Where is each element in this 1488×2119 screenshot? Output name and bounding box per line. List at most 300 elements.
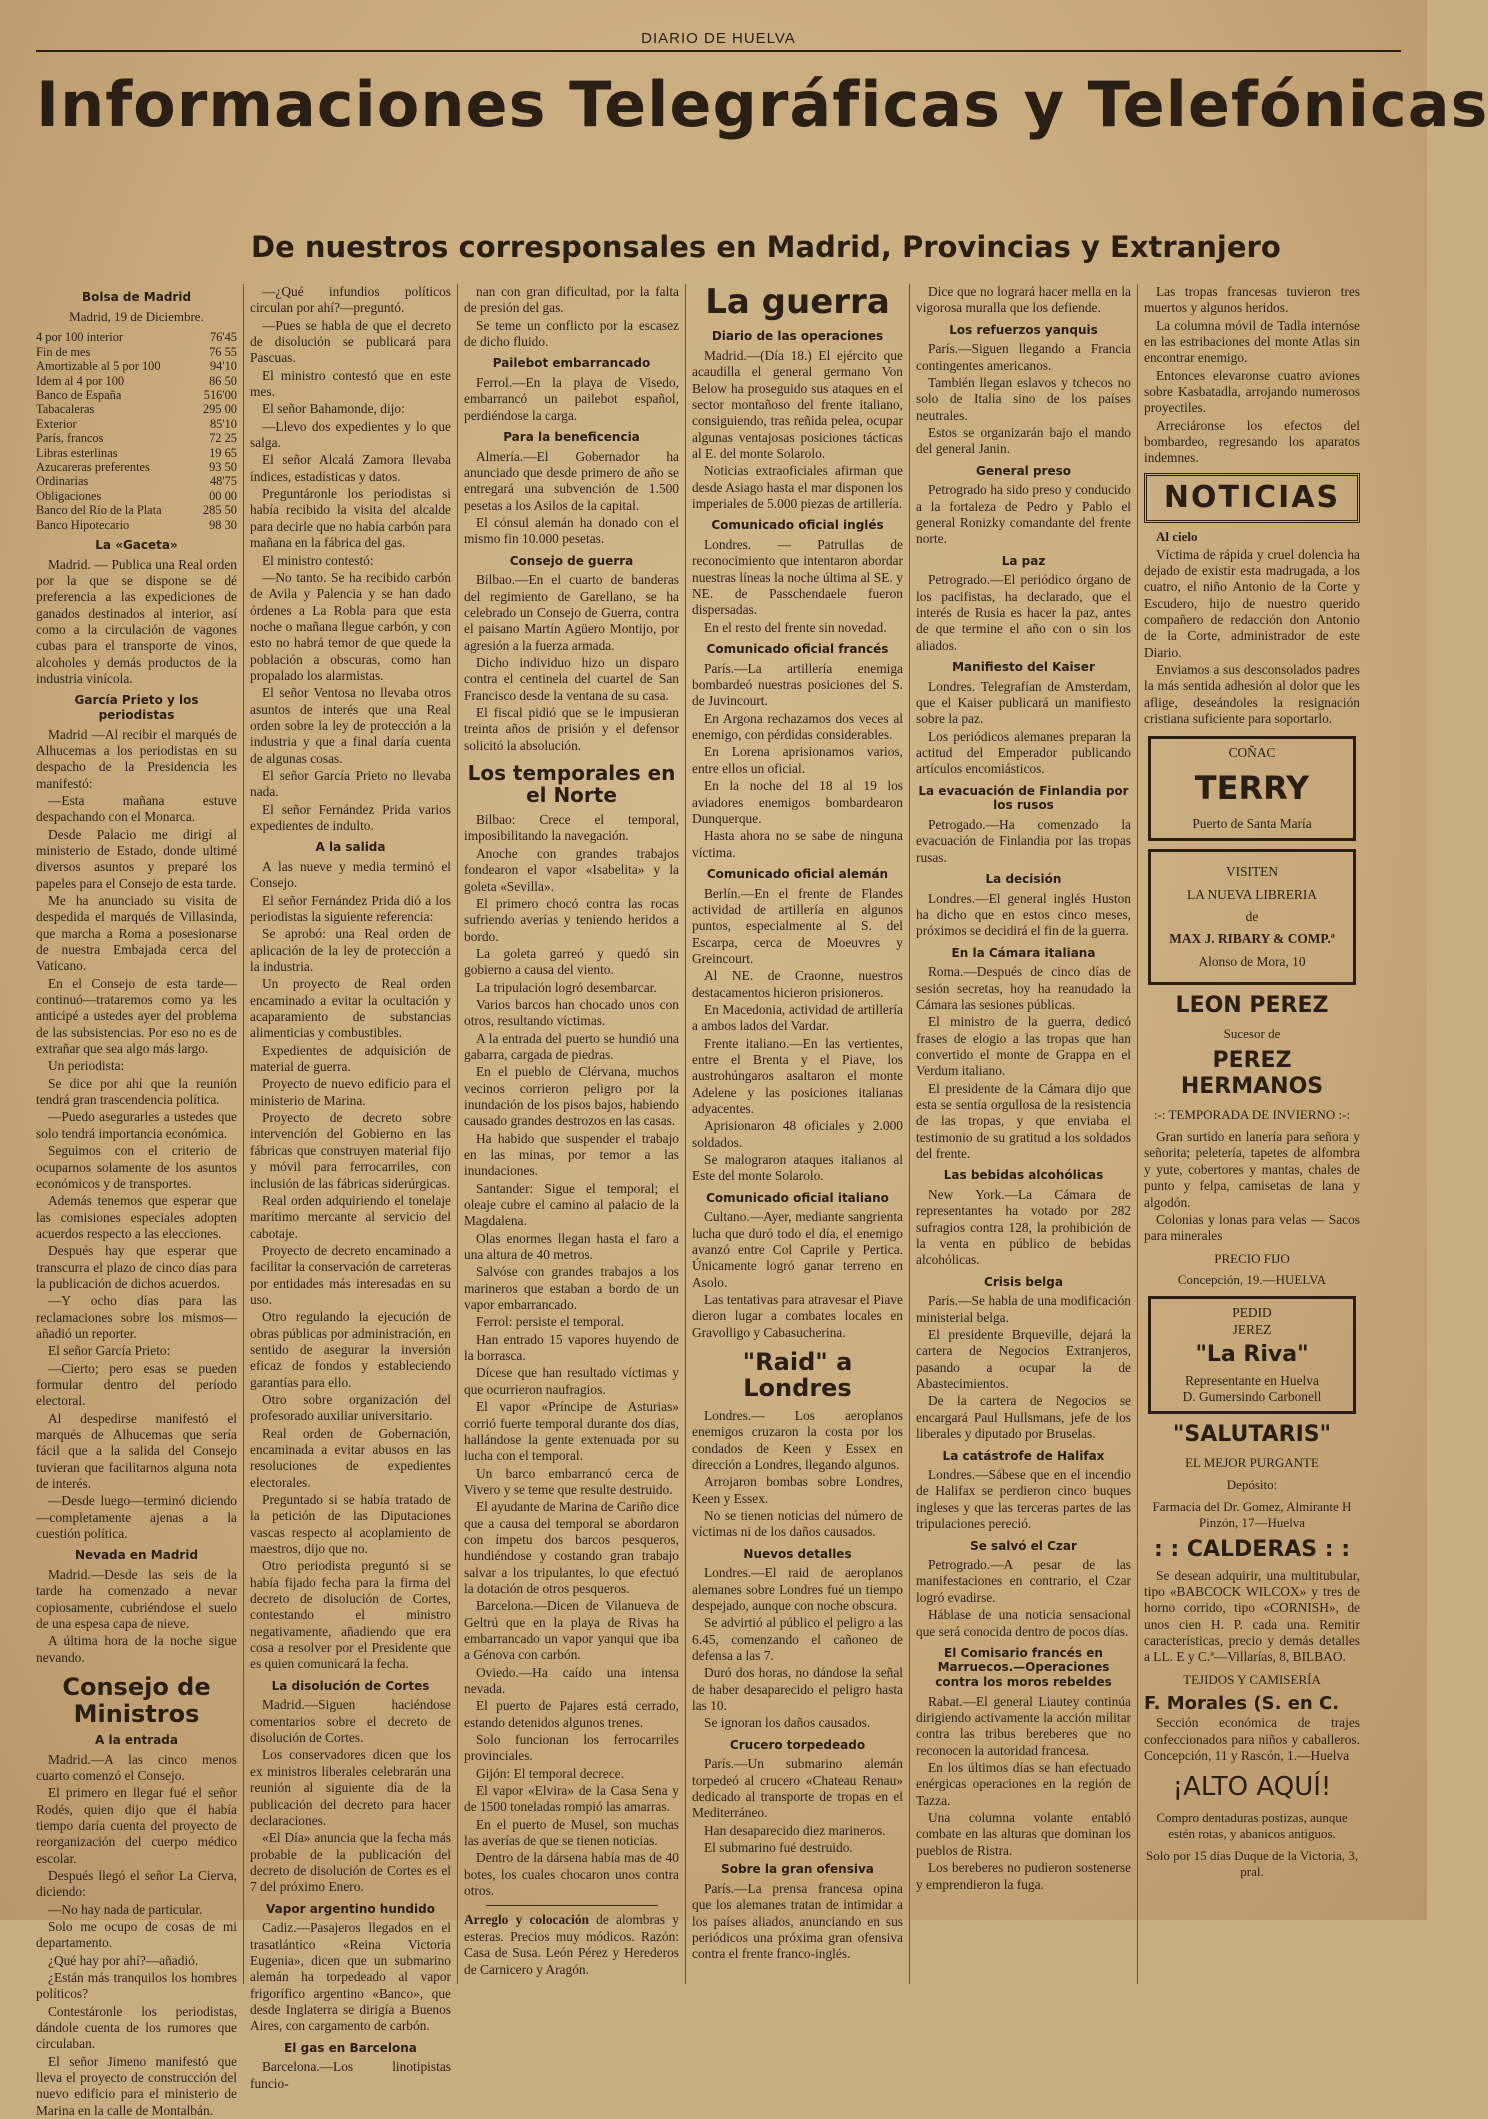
paragraph: El submarino fué destruido. — [704, 1840, 853, 1856]
refuerzos-title: Los refuerzos yanquis — [949, 322, 1098, 337]
paragraph: París.—La artillería enemiga bombardeó nuestras posiciones del S. de Juvincourt. — [692, 660, 903, 709]
pailebot-title: Pailebot embarrancado — [492, 356, 651, 371]
gas-title: El gas en Barcelona — [284, 2040, 417, 2055]
ofensiva-text: París.—La prensa francesa opina que los alemanes tratan de intimidar a los países aliados, anunciando en sus periódicos una próxima gran ofensiva contra el frente franco-inglés. — [692, 1880, 903, 1962]
ad-libreria-line3: de — [1245, 908, 1259, 924]
bolsa-title: Bolsa de Madrid — [81, 290, 192, 304]
paragraph: El ayudante de Marina de Cariño dice que a causa del temporal se abordaron con ímpetu dos barcos pesqueros, hundiéndose y costando gran trabajo salvar a los tripulantes, lo que efectuó la dotación de otros pesqueros. — [464, 1499, 680, 1596]
paragraph: Seguimos con el criterio de ocuparnos solamente de los asuntos económicos y de transportes. — [36, 1143, 237, 1191]
paragraph: Se aprobó: una Real orden de aplicación de la ley de protección a la industria. — [250, 926, 451, 975]
paragraph: El vapor «Príncipe de Asturias» corrió fuerte temporal durante dos días, hallándose la gente extenuada por su lucha con el temporal. — [464, 1399, 679, 1464]
ad-libreria-line4: MAX J. RIBARY & COMP.ª — [1169, 931, 1335, 947]
paragraph: Dentro de la dársena había mas de 40 botes, los cuales chocaron unos contra otros. — [464, 1850, 679, 1899]
paz-title: La paz — [1001, 553, 1046, 568]
paragraph: Bilbao.—En el cuarto de banderas del regimiento de Garellano, se ha celebrado un Consejo de Guerra, contra el paisano Martín Agüero Montijo, por agresión a la fuerza armada. — [464, 572, 679, 653]
paragraph: Cultano.—Ayer, mediante sangrienta lucha que duró todo el día, el enemigo avanzó entre Col Caprile y Pertica. Únicamente logró ganar terreno en Asolo. — [692, 1209, 903, 1290]
paragraph: La goleta garreó y quedó sin gobierno a causa del viento. — [464, 945, 679, 978]
ad-perez — [1144, 993, 1360, 1288]
temporales-title: Los temporales en el Norte — [467, 761, 676, 808]
paragraph: Estos se organizarán bajo el mando del general Janin. — [916, 425, 1131, 457]
paragraph: El señor Ventosa no llevaba otros asuntos de interés que una Real orden sobre la ley de protección a la industria y que a final daría cuenta de algunas cosas. — [250, 685, 451, 766]
cielo-article — [1144, 547, 1360, 728]
vapor-text: Cadiz.—Pasajeros llegados en el trasatlántico «Reina Victoria Eugenia», dicen que un submarino alemán ha torpedeado al vapor frigorífico argentino «Banco», que desde Inglaterra se dirigía a Buenos Aires, con cargamento de carbón. — [250, 1920, 451, 2034]
column-5 — [916, 284, 1138, 1984]
consejo-guerra-title: Consejo de guerra — [509, 553, 634, 568]
bolsa-row — [36, 518, 237, 532]
ad-riva-rep: Representante en Huelva — [1185, 1372, 1319, 1388]
paragraph: Londres. — Patrullas de reconocimiento que intentaron abordar nuestras líneas la noche última al SE. y NE. de Passchendaele fueron dispersadas. — [692, 537, 903, 618]
comisario-title: El Comisario francés en Marruecos.—Operaciones contra los moros rebeldes — [935, 1645, 1112, 1690]
pailebot-text: Ferrol.—En la playa de Visedo, embarrancó un pailebot español, perdiéndose la carga. — [464, 375, 679, 423]
paragraph: El ministro de la guerra, dedicó frases de elogio a las tropas que han convertido el monte de Grappa en el Verdum italiano. — [916, 1014, 1131, 1079]
paragraph: La tripulación logró desembarcar. — [476, 979, 657, 995]
bolsa-value: 76 55 — [209, 344, 237, 359]
paragraph: Se dice por ahí que la reunión tendrá gran trascendencia política. — [36, 1075, 237, 1108]
ad-libreria — [1148, 849, 1356, 985]
ad-perez-name: LEON PEREZ — [1175, 992, 1329, 1018]
nevada-title: Nevada en Madrid — [74, 1548, 199, 1563]
bolsa-value: 86 50 — [209, 373, 237, 388]
paragraph: El primero chocó contra las rocas sufriendo averías y teniendo heridos a bordo. — [464, 895, 679, 944]
salida-article — [250, 859, 451, 1673]
paragraph: El señor Alcalá Zamora llevaba índices, estadísticas y datos. — [250, 452, 451, 484]
ad-salutaris — [1144, 1422, 1360, 1530]
paragraph: Preguntado si se había tratado de la petición de las Diputaciones vascas respecto al acoplamiento de maestros, dijo que no. — [250, 1492, 451, 1557]
masthead-subtitle: De nuestros corresponsales en Madrid, Provincias y Extranjero — [251, 230, 1281, 264]
paragraph: Madrid —Al recibir el marqués de Alhucemas a los periodistas en su despacho de la Presidencia les manifestó: — [36, 726, 237, 791]
bolsa-value: 516'00 — [203, 388, 237, 403]
ad-libreria-line5: Alonso de Mora, 10 — [1198, 953, 1306, 969]
bolsa-label: Banco del Río de la Plata — [36, 503, 162, 518]
paragraph: Enviamos a sus desconsolados padres la más sentida adhesión al dolor que les aflige, deseándoles la resignación cristiana suficiente para soportarlo. — [1144, 662, 1360, 727]
paz-text: Petrogrado.—El periódico órgano de los pacifistas, ha declarado, que el interés de Rusia es hacer la paz, antes de que termine el año con o sin los aliados. — [916, 572, 1131, 653]
bolsa-label: 4 por 100 interior — [36, 330, 124, 345]
bolsa-label: Libras esterlinas — [36, 445, 118, 460]
belga-article — [916, 1293, 1131, 1442]
bolsa-row — [36, 417, 237, 431]
ad-libreria-line1: VISITEN — [1225, 864, 1279, 880]
preso-title: General preso — [975, 463, 1071, 478]
paper-name: DIARIO DE HUELVA — [36, 30, 1401, 52]
paragraph: Hasta ahora no se sabe de ninguna víctima. — [692, 828, 903, 860]
paragraph: Otro periodista preguntó si se había fijado fecha para la firma del decreto de disolución de Cortes, contestando el ministro negativamente, añadiendo que era cosa a resolver por el Presidente que es quien comunicará la fecha. — [250, 1558, 451, 1672]
gaceta-title: La «Gaceta» — [95, 537, 178, 552]
salida-title: A la salida — [315, 840, 386, 855]
bolsa-row — [36, 503, 237, 517]
bolsa-label: Ordinarias — [36, 474, 89, 489]
paragraph: Gijón: El temporal decrece. — [476, 1765, 624, 1781]
bolsa-row — [36, 330, 237, 344]
paragraph: Después llegó el señor La Cierva, diciendo: — [36, 1867, 237, 1900]
disolucion-title: La disolución de Cortes — [271, 1678, 430, 1693]
ingles-article — [692, 537, 903, 636]
raid-title: "Raid" a Londres — [742, 1348, 853, 1403]
ad-terry-top: COÑAC — [1228, 744, 1276, 760]
paragraph: —Y ocho días para las reclamaciones sobre los mismos—añadió un reporter. — [36, 1293, 237, 1341]
paragraph: Los bereberes no pudieron sostenerse y emprendieron la fuga. — [916, 1860, 1131, 1892]
diario-article — [692, 348, 903, 512]
paragraph: —Cierto; pero esas se pueden formular dentro del período electoral. — [36, 1360, 237, 1409]
paragraph: El ministro contestó: — [262, 552, 374, 568]
ad-calderas — [1144, 1537, 1360, 1666]
paragraph: Madrid.—Desde las seis de la tarde ha comenzado a nevar copiosamente, cubriéndose el suelo de una espesa capa de nieve. — [36, 1567, 237, 1632]
paragraph: La columna móvil de Tadla internóse en las estribaciones del monte Atlas sin encontrar enemigo. — [1144, 317, 1360, 366]
bolsa-row — [36, 359, 237, 373]
ofensiva-continued — [916, 284, 1131, 317]
ad-perez-price: PRECIO FIJO — [1214, 1250, 1290, 1266]
vapor-title: Vapor argentino hundido — [266, 1901, 435, 1916]
paragraph: En el resto del frente sin novedad. — [704, 619, 887, 635]
paragraph: Berlín.—En el frente de Flandes actividad de artillería en algunos puntos, especialmente al S. del Escarpa, cerca de Moeuvres y Greincourt. — [692, 885, 903, 966]
consejo-title: Consejo de Ministros — [62, 1673, 211, 1728]
ad-libreria-line2: LA NUEVA LIBRERIA — [1187, 886, 1317, 902]
paragraph: Madrid.—(Día 18.) El ejército que acaudilla el general germano Von Below ha proseguido sus ataques en el sector montañoso del frente italiano, consiguiendo, tras reñida pelea, ocupar algunas ventajosas posiciones tácticas al E. del monte Solarolo. — [692, 348, 903, 462]
bolsa-value: 98 30 — [209, 517, 237, 532]
paragraph: ¿Qué hay por ahí?—añadió. — [48, 1952, 199, 1968]
diario-title: Diario de las operaciones — [711, 329, 884, 344]
ad-terry — [1148, 736, 1356, 842]
paragraph: En Argona rechazamos dos veces al enemigo, con pérdidas considerables. — [692, 710, 903, 743]
temporales-article — [464, 812, 679, 1899]
aleman-article — [692, 886, 903, 1185]
ad-riva-jerez: JEREZ — [1232, 1321, 1272, 1337]
ad-perez-text: Gran surtido en lanería para señora y señorita; peletería, tapetes de alfombra y yute, cobertores y mantas, chales de punto y felpa, camisetas de lana y algodón. — [1144, 1129, 1360, 1210]
czar-title: Se salvó el Czar — [970, 1538, 1077, 1553]
gas-continued — [464, 284, 679, 350]
paragraph: A última hora de la noche sigue nevando. — [36, 1633, 237, 1665]
paragraph: ¿Están más tranquilos los hombres políticos? — [36, 1969, 237, 2002]
bolsa-label: Fin de mes — [36, 344, 91, 359]
bolsa-row — [36, 431, 237, 445]
paragraph: El presidente Brqueville, dejará la cartera de Negocios Extranjeros, pasando a ocupar la de Abastecimientos. — [916, 1327, 1131, 1392]
decision-title: La decisión — [985, 872, 1062, 887]
paragraph: El fiscal pidió que se le impusieran treinta años de prisión y el defensor solicitó la absolución. — [464, 705, 679, 753]
beneficencia-title: Para la beneficencia — [503, 430, 640, 445]
bolsa-value: 285 50 — [202, 503, 237, 518]
paragraph: Se teme un conflicto por la escasez de dicho fluido. — [464, 317, 679, 350]
paragraph: Bilbao: Crece el temporal, imposibilitando la navegación. — [464, 812, 679, 844]
paragraph: Han desaparecido diez marineros. — [704, 1822, 886, 1838]
paragraph: Se ignoran los daños causados. — [704, 1715, 871, 1731]
arreglo-title: Arreglo y colocación — [464, 1912, 589, 1928]
paragraph: Proyecto de decreto sobre intervención del Gobierno en las fábricas que construyen material fijo y móvil para ferrocarriles, con inclusión de las fábricas siderúrgicas. — [250, 1110, 451, 1191]
paragraph: Rabat.—El general Liautey continúa dirigiendo activamente la acción militar contra las tribus bereberes que no reconocen la autoridad francesa. — [916, 1693, 1131, 1758]
bolsa-row — [36, 345, 237, 359]
gaceta-text: Madrid. — Publica una Real orden por la que se dispone se dé preferencia a las expediciones de ganados destinados al interior, así como a la circulación de vagones cubas para el transporte de vinos, alcoholes y demás productos de la industria vinícola. — [36, 556, 237, 686]
ad-morales-top: TEJIDOS Y CAMISERÍA — [1183, 1671, 1321, 1687]
paragraph: Salvóse con grandes trabajos a los marineros que estaban a bordo de un vapor embarrancado. — [464, 1264, 679, 1313]
bolsa-value: 93 50 — [209, 460, 237, 474]
ad-salutaris-dep: Depósito: — [1226, 1477, 1278, 1493]
paragraph: Arrojaron bombas sobre Londres, Keen y Essex. — [692, 1474, 903, 1506]
ingles-title: Comunicado oficial inglés — [711, 518, 884, 533]
bolsa-date: Madrid, 19 de Diciembre. — [69, 308, 204, 324]
paragraph: Frente italiano.—En las vertientes, entre el Brenta y el Piave, los austrohúngaros asaltaron el monte Adelene y las posiciones italianas adyacentes. — [692, 1035, 903, 1116]
paragraph: En la noche del 18 al 19 los aviadores enemigos bombardearon Dunquerque. — [692, 778, 903, 826]
paragraph: Han entrado 15 vapores huyendo de la borrasca. — [464, 1331, 679, 1364]
paragraph: Un proyecto de Real orden encaminado a evitar la ocultación y acaparamiento de substancias alimenticias y combustibles. — [250, 976, 451, 1041]
ad-perez-season: :-: TEMPORADA DE INVIERNO :-: — [1153, 1107, 1351, 1123]
paragraph: Me ha anunciado su visita de despedida el marqués de Villasinda, que marcha a Roma a posesionarse de nuestra Embajada cerca del Vaticano. — [36, 893, 237, 974]
nevada-article — [36, 1567, 237, 1666]
cielo-label: Al cielo — [1156, 529, 1198, 545]
guerra-title: La guerra — [705, 282, 890, 322]
entrada-article — [36, 1752, 237, 2119]
bolsa-label: Banco Hipotecario — [36, 517, 130, 532]
bolsa-label: Obligaciones — [36, 488, 102, 503]
paragraph: De la cartera de Negocios se encargará Paul Hullsmans, jefe de los liberales y diputado por Bruselas. — [916, 1393, 1131, 1442]
paragraph: Víctima de rápida y cruel dolencia ha dejado de existir esta madrugada, a los cuatro, el niño Antonio de la Corte y Escudero, hijo de nuestro querido compañero de redacción don Antonio de la Corte, administrador de este Diario. — [1144, 546, 1360, 660]
paragraph: Solo funcionan los ferrocarriles provinciales. — [464, 1732, 679, 1764]
bolsa-label: Tabacaleras — [36, 402, 95, 417]
columns — [36, 282, 1401, 2118]
paragraph: Barcelona.—Dicen de Vilanueva de Geltrú que en la playa de Rivas ha embarrancado un vapor yanqui que iba a Génova con carbón. — [464, 1598, 679, 1663]
entrada-title: A la entrada — [95, 1732, 178, 1747]
paragraph: Desde Palacio me dirigí al ministerio de Estado, donde ultimé diversos asuntos y preparé los papeles para el Consejo de esta tarde. — [36, 826, 237, 891]
bolsa-label: Azucareras preferentes — [36, 460, 150, 474]
paragraph: Oviedo.—Ha caído una intensa nevada. — [464, 1664, 679, 1696]
bolsa-label: Amortizable al 5 por 100 — [36, 359, 161, 374]
paragraph: Un periodista: — [48, 1058, 125, 1074]
paragraph: El presidente de la Cámara dijo que esta se sentía orgullosa de la resistencia de las tropas, y que enviaba el testimonio de su gratitud a los soldados del frente. — [916, 1080, 1131, 1162]
paragraph: Además tenemos que esperar que las comisiones especiales adopten acuerdos respecto a las elecciones. — [36, 1193, 237, 1241]
paragraph: —Llevo dos expedientes y lo que salga. — [250, 418, 451, 451]
finlandia-text: Petrogado.—Ha comenzado la evacuación de Finlandia por las tropas rusas. — [916, 817, 1131, 865]
paragraph: El ministro contestó que en este mes. — [250, 367, 451, 400]
ad-salutaris-title: "SALUTARIS" — [1172, 1422, 1332, 1448]
raid-article — [692, 1408, 903, 1541]
camara-article — [916, 964, 1131, 1162]
paragraph: Al despedirse manifestó el marqués de Alhucemas que sería fácil que a la salida del Consejo tuvieran que facilitarnos alguna nota de interés. — [36, 1410, 237, 1492]
italiano-title: Comunicado oficial italiano — [706, 1190, 889, 1205]
paragraph: Londres.—El raid de aeroplanos alemanes sobre Londres fué un tiempo despejado, aunque con noche obscura. — [692, 1565, 903, 1613]
paragraph: Ferrol: persiste el temporal. — [476, 1314, 624, 1330]
paragraph: Entonces elevaronse cuatro aviones sobre Kasbatadla, arrojando numerosos proyectiles. — [1144, 367, 1360, 416]
ad-morales-text: Sección económica de trajes confeccionados para niños y caballeros. Concepción, 11 y Rascón, 1.—Huelva — [1144, 1715, 1360, 1764]
bebidas-title: Las bebidas alcohólicas — [943, 1168, 1104, 1183]
paragraph: Preguntáronle los periodistas si había recibido la visita del alcalde para decirle que no había carbón para mañana en la fábrica del gas. — [250, 486, 451, 551]
paragraph: Almería.—El Gobernador ha anunciado que desde primero de año se entregará una subvención de 1.500 pesetas a los Asilos de la capital. — [464, 448, 679, 513]
paragraph: Otro sobre organización del profesorado auxiliar universitario. — [250, 1391, 451, 1424]
paragraph: Después hay que esperar que transcurra el plazo de cinco días para la publicación de dichos acuerdos. — [36, 1243, 237, 1291]
paragraph: París.—Se habla de una modificación ministerial belga. — [916, 1293, 1131, 1325]
paragraph: —Puedo asegurarles a ustedes que solo tendrá importancia económica. — [36, 1109, 237, 1141]
paragraph: —Desde luego—terminó diciendo—completamente ajenas a la cuestión política. — [36, 1493, 237, 1542]
bolsa-row — [36, 474, 237, 488]
paragraph: Contestáronle los periodistas, dándole cuenta de los rumores que circulaban. — [36, 2003, 237, 2052]
ad-riva-name: D. Gumersindo Carbonell — [1182, 1389, 1322, 1405]
bolsa-label: Idem al 4 por 100 — [36, 373, 125, 388]
column-6 — [1144, 284, 1366, 1984]
bolsa-row — [36, 402, 237, 416]
decision-text: Londres.—El general inglés Huston ha dicho que en estos cinco meses, próximos se decidirá el fin de la guerra. — [916, 890, 1131, 939]
paragraph: El señor Fernández Prida varios expedientes de indulto. — [250, 801, 451, 833]
bolsa-value: 00 00 — [209, 488, 237, 503]
paragraph: —Esta mañana estuve despachando con el Monarca. — [36, 792, 237, 825]
paragraph: Madrid.—A las cinco menos cuarto comenzó el Consejo. — [36, 1751, 237, 1783]
gas-text: Barcelona.—Los linotipistas funcio- — [250, 2059, 451, 2091]
kaiser-article — [916, 679, 1131, 778]
refuerzos-article — [916, 341, 1131, 457]
paragraph: —No tanto. Se ha recibido carbón de Avila y Palencia y se han dado órdenes a La Robla para que esta noche o mañana llegue carbón, y con esto no habrá temor de que quede la población a obscuras, como han propalado los alarmistas. — [250, 569, 451, 683]
bolsa-value: 48'75 — [209, 474, 237, 489]
bolsa-value: 76'45 — [209, 330, 237, 345]
paragraph: Olas enormes llegan hasta el faro a una altura de 40 metros. — [464, 1230, 679, 1263]
column-4 — [692, 284, 910, 1984]
paragraph: Una columna volante entabló combate en las alturas que dominan los pueblos de Ristra. — [916, 1810, 1131, 1858]
halifax-text: Londres.—Sábese que en el incendio de Halifax se perdieron cinco buques ingleses y que las terceras partes de las tripulaciones pereció. — [916, 1467, 1131, 1532]
arreglo-text: de alombras y esteras. Precios muy módicos. Razón: Casa de Susa. León Pérez y Herederos de Carnicero y Aragón. — [464, 1912, 679, 1977]
crucero-article — [692, 1756, 903, 1856]
ad-perez-line2: Colonias y lonas para velas — Sacos para minerales — [1144, 1211, 1360, 1244]
bolsa-row — [36, 446, 237, 460]
paragraph: París.—Siguen llegando a Francia contingentes americanos. — [916, 341, 1131, 373]
paragraph: Real orden de Gobernación, encaminada a evitar abusos en las resoluciones de expedientes electorales. — [250, 1425, 451, 1490]
divider — [486, 1905, 658, 1906]
paragraph: Proyecto de decreto encaminado a facilitar la conservación de carreteras por entidades más interesadas en su uso. — [250, 1242, 451, 1307]
bolsa-label: Exterior — [36, 416, 77, 431]
ad-alto-addr: Solo por 15 días Duque de la Victoria, 3, pral. — [1146, 1847, 1358, 1879]
detalles-title: Nuevos detalles — [743, 1546, 852, 1561]
paragraph: El señor Bahamonde, dijo: — [262, 401, 405, 417]
ad-salutaris-sub: EL MEJOR PURGANTE — [1185, 1455, 1319, 1471]
paragraph: En el Consejo de esta tarde—continuó—trataremos como ya les anticipé a ustedes ayer del problema de las subsistencias. Por eso no es de extrañar que sea algo más largo. — [36, 975, 237, 1057]
paragraph: —¿Qué infundios políticos circulan por ahí?—preguntó. — [250, 284, 451, 316]
paragraph: Se advirtió al público el peligro a las 6.45, comenzando el cañoneo de defensa a las 7. — [692, 1615, 903, 1663]
ad-riva-brand: "La Riva" — [1195, 1341, 1309, 1367]
aleman-title: Comunicado oficial alemán — [706, 866, 889, 881]
paragraph: —No hay nada de particular. — [48, 1901, 203, 1917]
paragraph: Al NE. de Craonne, nuestros destacamentos hicieron prisioneros. — [692, 968, 903, 1000]
paragraph: «El Día» anuncia que la fecha más probable de la publicación del decreto de disolución de Cortes es el 7 del próximo Enero. — [250, 1830, 451, 1895]
paragraph: En los últimos días se han efectuado enérgicas operaciones en la región de Tazza. — [916, 1760, 1131, 1808]
paragraph: El señor Jimeno manifestó que lleva el proyecto de construcción del nuevo edificio para el ministerio de Marina en la calle de Montalbán. — [36, 2053, 237, 2118]
paragraph: Se malograron ataques italianos al Este del monte Solarolo. — [692, 1152, 903, 1184]
ad-alto-text: Compro dentaduras postizas, aunque estén rotas, y abanicos antiguos. — [1156, 1810, 1348, 1842]
bolsa-row — [36, 374, 237, 388]
paragraph: El señor García Prieto no llevaba nada. — [250, 767, 451, 800]
ofensiva-title: Sobre la gran ofensiva — [721, 1862, 874, 1877]
masthead-title: Informaciones Telegráficas y Telefónicas — [36, 68, 1488, 141]
paragraph: Madrid.—Siguen haciéndose comentarios sobre el decreto de disolución de Cortes. — [250, 1697, 451, 1746]
garcia-article — [36, 727, 237, 1543]
paragraph: El puerto de Pajares está cerrado, estando detenidos algunos trenes. — [464, 1698, 679, 1730]
ad-salutaris-addr: Farmacia del Dr. Gomez, Almirante H Pinzón, 17—Huelva — [1152, 1499, 1352, 1530]
frances-title: Comunicado oficial francés — [706, 642, 889, 657]
ad-calderas-text: Se desean adquirir, una multitubular, tipo «BABCOCK WILCOX» y tres de horno corrido, tipo «CORNISH», de unos cien H. P. cada una. Remitir características, precio y demás detalles a LL. E y C.ª—Villarías, 8, BILBAO. — [1144, 1567, 1360, 1665]
consejo-guerra-article — [464, 572, 679, 754]
paragraph: El primero en llegar fué el señor Rodés, quien dijo que él había tiempo daría cuenta del proyecto de reorganización del cuerpo médico escolar. — [36, 1785, 237, 1866]
garcia-title: García Prieto y los periodistas — [74, 693, 199, 722]
paragraph: En Lorena aprisionamos varios, entre ellos un oficial. — [692, 744, 903, 776]
paragraph: El señor García Prieto: — [48, 1343, 171, 1359]
belga-title: Crisis belga — [984, 1274, 1063, 1289]
noticias-header: NOTICIAS — [1144, 473, 1360, 524]
paragraph: En Macedonia, actividad de artillería a ambos lados del Vardar. — [692, 1001, 903, 1034]
paragraph: Arreciáronse los efectos del bombardeo, regresando los aparatos indemnes. — [1144, 417, 1360, 466]
paragraph: Duró dos horas, no dándose la señal de haber desaparecido el peligro hasta las 10. — [692, 1665, 903, 1713]
bolsa-row — [36, 388, 237, 402]
paragraph: El vapor «Elvira» de la Casa Sena y de 1500 toneladas rompió las amarras. — [464, 1783, 679, 1815]
comisario-article — [916, 1694, 1131, 1893]
preso-text: Petrogrado ha sido preso y conducido a la fortaleza de Pedro y Pablo el general Ronizky comandante del frente norte. — [916, 482, 1131, 547]
italiano-article — [692, 1209, 903, 1341]
paragraph: A la entrada del puerto se hundió una gabarra, cargada de piedras. — [464, 1030, 679, 1062]
paragraph: Dice que no logrará hacer mella en la vigorosa muralla que los defiende. — [916, 284, 1131, 316]
paragraph: También llegan eslavos y tchecos no solo de Italia sino de los países neutrales. — [916, 375, 1131, 423]
halifax-title: La catástrofe de Halifax — [942, 1448, 1105, 1463]
bolsa-value: 85'10 — [209, 416, 237, 431]
paragraph: Solo me ocupo de cosas de mi departamento. — [36, 1918, 237, 1951]
paragraph: Varios barcos han chocado unos con otros, resultando víctimas. — [464, 996, 679, 1029]
marruecos-continued — [1144, 284, 1360, 467]
paragraph: Dicho individuo hizo un disparo contra el centinela del cuartel de San Francisco desde la ventana de su casa. — [464, 655, 679, 703]
column-2 — [250, 284, 458, 2091]
paragraph: Háblase de una noticia sensacional que será conocida dentro de pocos días. — [916, 1607, 1131, 1639]
column-1 — [36, 284, 244, 2118]
paragraph: En el pueblo de Clérvana, muchos vecinos corrieron peligro por la inundación de los pisos bajos, habiendo causado grandes destrozos en las casas. — [464, 1064, 679, 1129]
ad-terry-bottom: Puerto de Santa María — [1192, 815, 1312, 831]
ad-morales — [1144, 1672, 1360, 1765]
bolsa-value: 72 25 — [209, 431, 237, 446]
bolsa-value: 94'10 — [209, 359, 237, 374]
paragraph: Real orden adquiriendo el tonelaje marítimo mercante al servicio del cabotaje. — [250, 1192, 451, 1241]
beneficencia-article — [464, 449, 679, 548]
paragraph: Las tropas francesas tuvieron tres muertos y algunos heridos. — [1144, 284, 1360, 316]
paragraph: Aprisionaron 48 oficiales y 2.000 soldados. — [692, 1118, 903, 1150]
camara-title: En la Cámara italiana — [951, 945, 1096, 960]
ad-perez-succ: Sucesor de — [1223, 1025, 1281, 1041]
paragraph: Ha habido que suspender el trabajo en las minas, por temor a las inundaciones. — [464, 1130, 679, 1179]
paragraph: Proyecto de nuevo edificio para el ministerio de Marina. — [250, 1076, 451, 1108]
paragraph: Dícese que han resultado víctimas y que ocurrieron naufragios. — [464, 1365, 679, 1397]
bebidas-text: New York.—La Cámara de representantes ha votado por 282 sufragios contra 128, la prohibición de la venta en público de bebidas alcohólicas. — [916, 1187, 1131, 1268]
paragraph: Londres.— Los aeroplanos enemigos cruzaron la costa por los condados de Keen y Essex en dirección a Londres, llegando algunos. — [692, 1407, 903, 1472]
paragraph: Un barco embarrancó cerca de Vivero y se teme que resulte destruido. — [464, 1465, 679, 1497]
paragraph: Santander: Sigue el temporal; el oleaje cubre el camino al palacio de la Magdalena. — [464, 1180, 679, 1229]
paragraph: A las nueve y media terminó el Consejo. — [250, 858, 451, 891]
czar-article — [916, 1557, 1131, 1640]
bolsa-value: 295 00 — [202, 402, 237, 417]
bolsa-label: Banco de España — [36, 388, 122, 403]
frances-article — [692, 661, 903, 861]
paragraph: Otro regulando la ejecución de obras públicas por administración, en sentido de asegurar la inversión eficaz de fondos y estableciendo garantías para ello. — [250, 1309, 451, 1390]
paragraph: Roma.—Después de cinco días de sesión secretas, hoy ha reanudado la Cámara las sesiones públicas. — [916, 964, 1131, 1012]
paragraph: —Pues se habla de que el decreto de disolución se publicará para Pascuas. — [250, 317, 451, 366]
detalles-article — [692, 1565, 903, 1731]
bolsa-row — [36, 489, 237, 503]
paragraph: nan con gran dificultad, por la falta de presión del gas. — [464, 284, 679, 316]
finlandia-title: La evacuación de Finlandia por los rusos — [918, 783, 1129, 813]
bolsa-value: 19 65 — [209, 445, 237, 460]
bolsa-table — [36, 330, 237, 531]
paragraph: Expedientes de adquisición de material de guerra. — [250, 1042, 451, 1075]
ad-calderas-title: : : CALDERAS : : — [1153, 1536, 1351, 1562]
ad-perez-firm: PEREZ HERMANOS — [1180, 1047, 1324, 1100]
paragraph: Los periódicos alemanes preparan la actitud del Emperador publicando artículos encomiásticos. — [916, 728, 1131, 777]
consejo-continued — [250, 284, 451, 834]
paragraph: Anoche con grandes trabajos fondearon el vapor «Isabelita» y la goleta «Sevilla». — [464, 845, 679, 894]
ad-riva-pedid: PEDID — [1232, 1305, 1272, 1321]
ad-perez-addr: Concepción, 19.—HUELVA — [1177, 1272, 1327, 1288]
paragraph: Las tentativas para atravesar el Piave dieron lugar a combates locales en Gravolligo y Cabasucherina. — [692, 1292, 903, 1340]
crucero-title: Crucero torpedeado — [729, 1737, 866, 1752]
ad-alto-title: ¡ALTO AQUÍ! — [1172, 1772, 1332, 1803]
ad-terry-brand: TERRY — [1194, 768, 1310, 807]
paragraph: El cónsul alemán ha donado con el mismo fin 10.000 pesetas. — [464, 515, 679, 547]
paragraph: París.—Un submarino alemán torpedeó al crucero «Chateau Renau» dedicado al transporte de tropas en el Mediterráneo. — [692, 1756, 903, 1821]
paragraph: El señor Fernández Prida dió a los periodistas la siguiente referencia: — [250, 892, 451, 924]
